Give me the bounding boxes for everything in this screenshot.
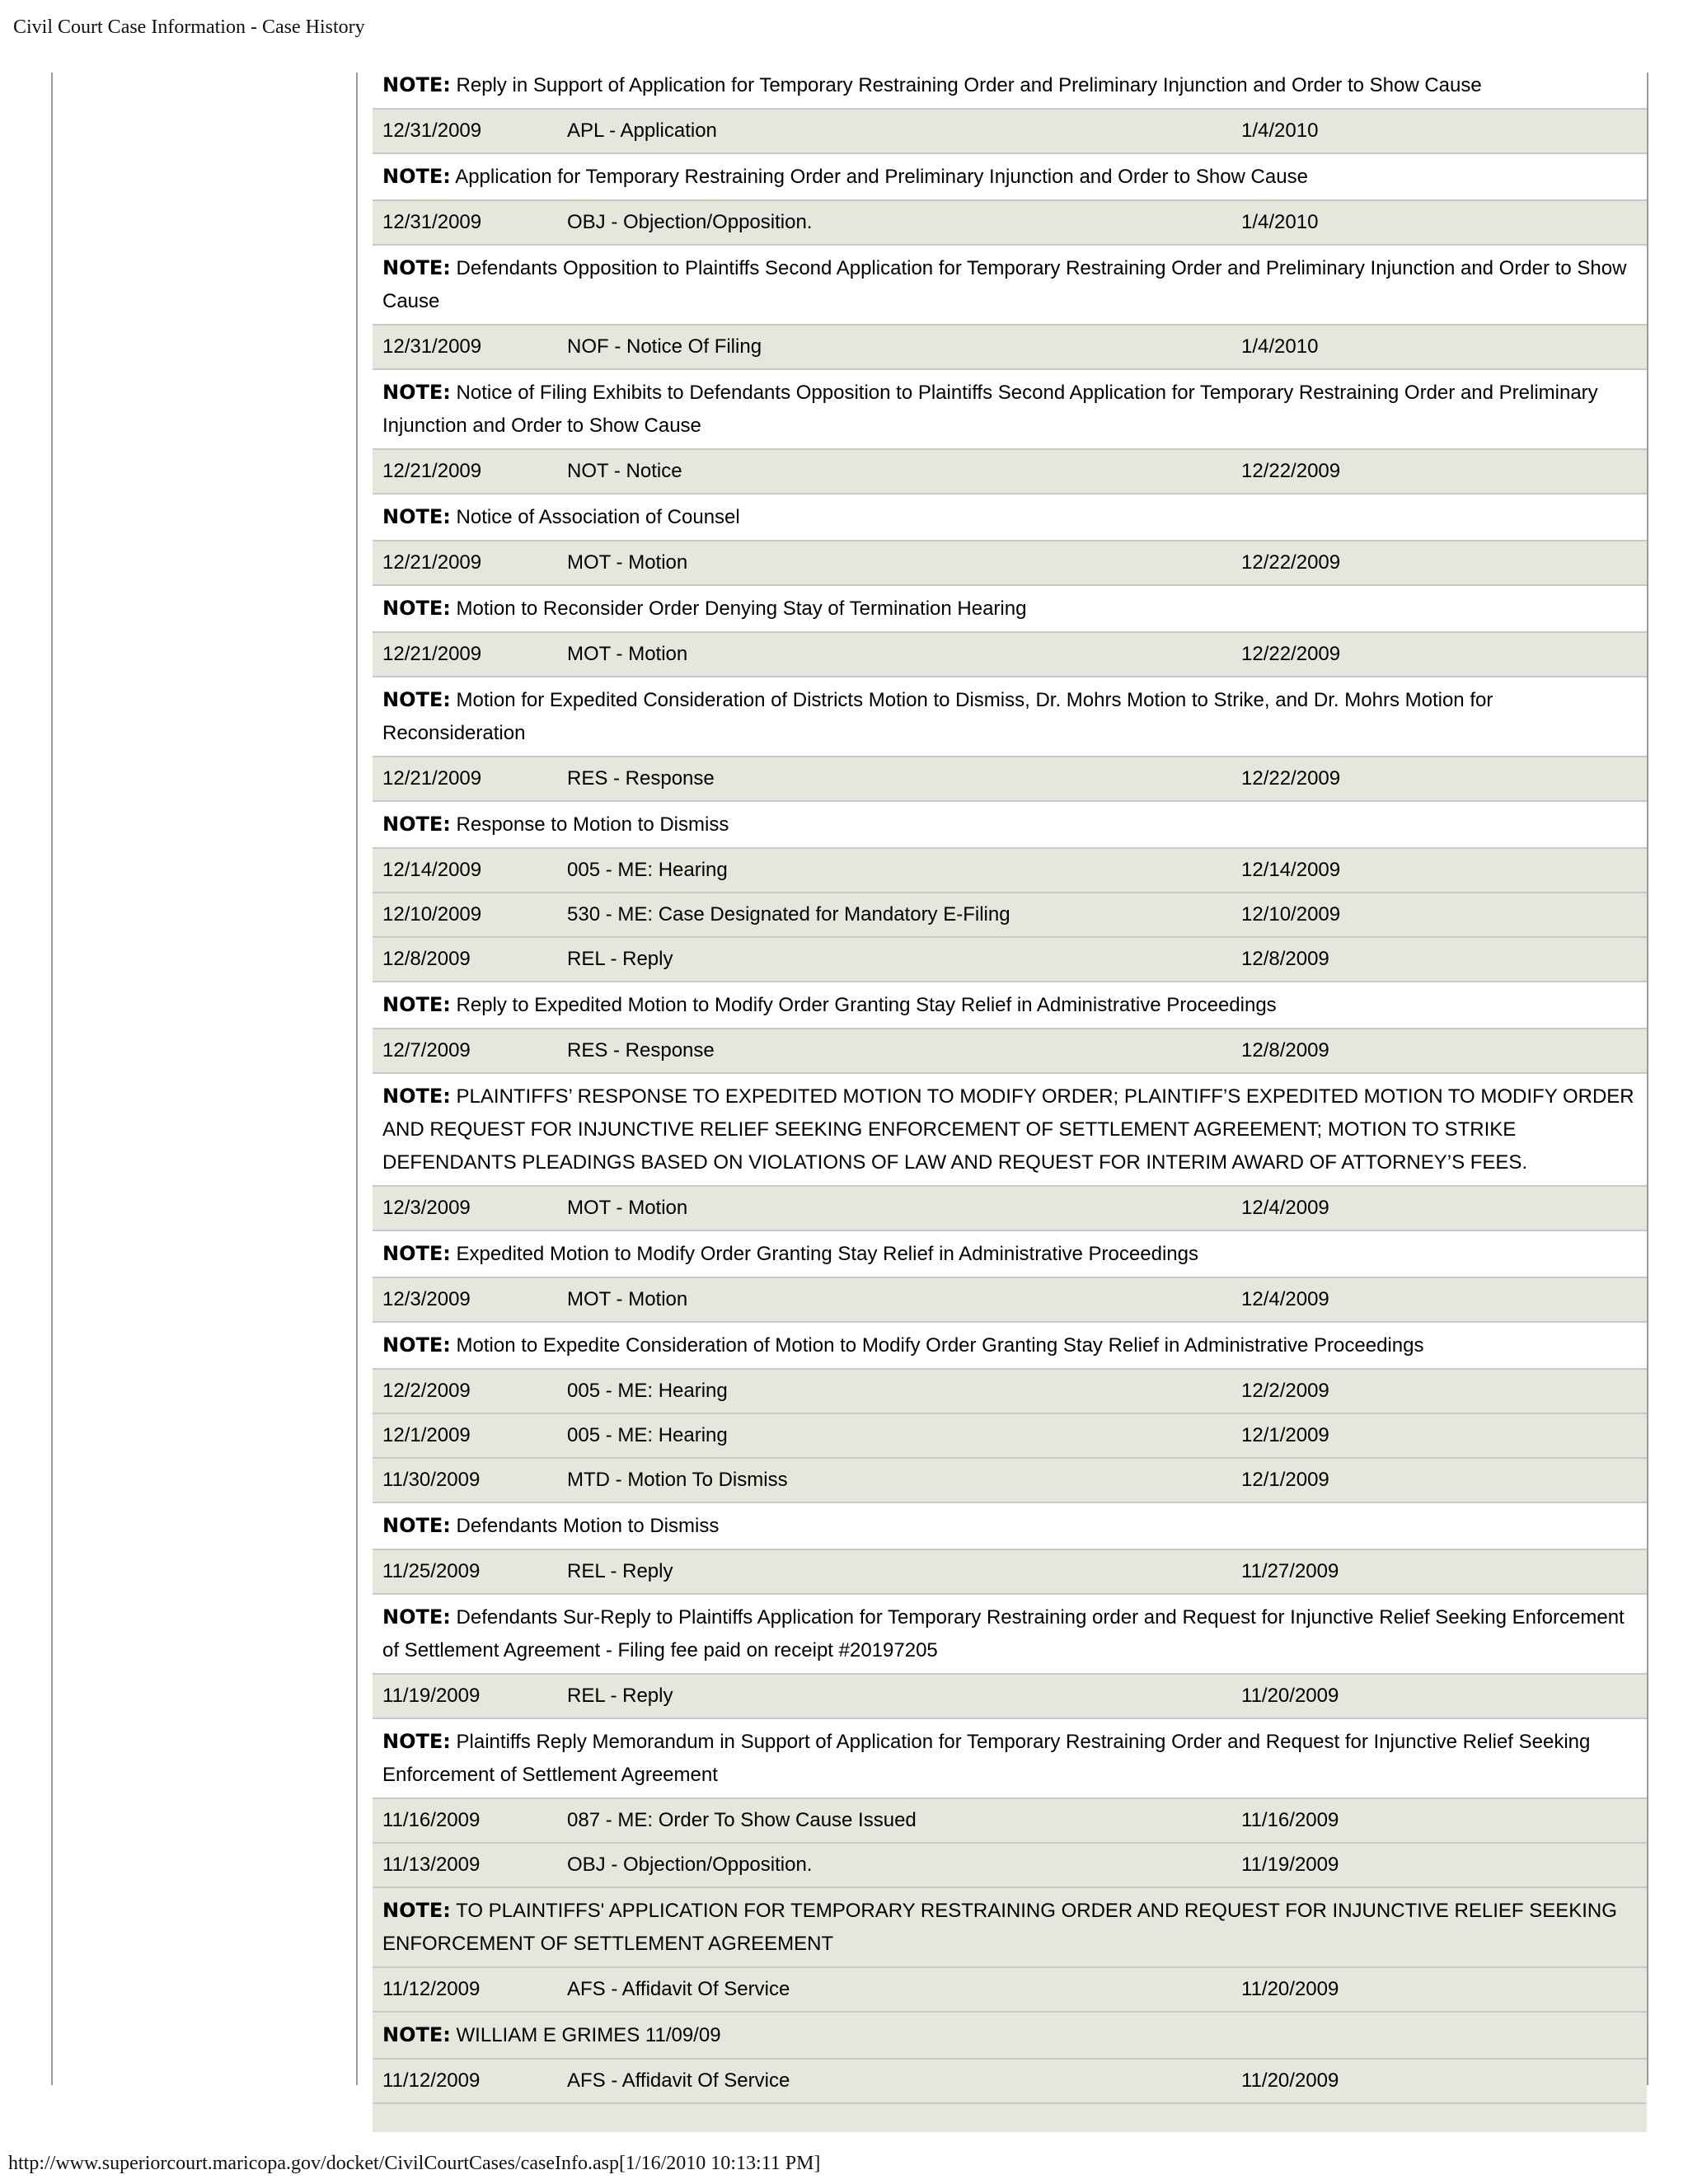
entry-filed-date: 12/10/2009 (1241, 903, 1341, 926)
entry-date: 12/31/2009 (382, 211, 482, 233)
entry-filed-date: 12/14/2009 (1241, 859, 1341, 881)
note-text: Reply in Support of Application for Temporary Restraining Order and Preliminary Injunction and Order to Show Cause (456, 74, 1482, 96)
entry-date: 12/3/2009 (382, 1288, 471, 1310)
entry-date: 12/7/2009 (382, 1039, 471, 1062)
note-row (373, 370, 1647, 450)
entry-date: 11/13/2009 (382, 1854, 481, 1876)
entry-filed-date: 1/4/2010 (1241, 211, 1319, 233)
note-label: NOTE: (382, 813, 451, 836)
entry-filed-date: 12/2/2009 (1241, 1380, 1329, 1402)
note-label: NOTE: (382, 597, 451, 620)
left-border-line (51, 73, 53, 2085)
note-label: NOTE: (382, 381, 451, 404)
entry-document: OBJ - Objection/Opposition. (567, 211, 813, 233)
table-row (373, 201, 1647, 246)
entry-filed-date: 11/16/2009 (1241, 1809, 1339, 1831)
note-label: NOTE: (382, 1730, 451, 1753)
entry-document: MTD - Motion To Dismiss (567, 1469, 788, 1491)
entry-document: MOT - Motion (567, 1288, 688, 1310)
entry-filed-date: 12/1/2009 (1241, 1469, 1329, 1491)
table-row (373, 1370, 1647, 1414)
entry-date: 11/16/2009 (382, 1809, 481, 1831)
note-label: NOTE: (382, 1085, 451, 1108)
entry-filed-date: 1/4/2010 (1241, 335, 1319, 358)
entry-filed-date: 12/4/2009 (1241, 1288, 1329, 1310)
entry-date: 12/21/2009 (382, 767, 482, 790)
note-row (373, 1503, 1647, 1550)
table-row (373, 1675, 1647, 1719)
note-row (373, 2013, 1647, 2060)
note-text: WILLIAM E GRIMES 11/09/09 (456, 2024, 721, 2046)
entry-filed-date: 1/4/2010 (1241, 120, 1319, 142)
note-label: NOTE: (382, 1899, 451, 1922)
entry-document: RES - Response (567, 767, 715, 790)
note-text: TO PLAINTIFFS' APPLICATION FOR TEMPORARY RESTRAINING ORDER AND REQUEST FOR INJUNCTIVE RELIEF SEEKING ENFORCEMENT OF SETTLEMENT AGREEMENT (382, 1900, 1617, 1955)
entry-date: 11/25/2009 (382, 1560, 481, 1582)
note-text: Motion to Expedite Consideration of Motion to Modify Order Granting Stay Relief in Administrative Proceedings (456, 1334, 1424, 1357)
note-text: Notice of Filing Exhibits to Defendants Opposition to Plaintiffs Second Application for Temporary Restraining Order and Preliminary Injunction and Order to Show Cause (382, 382, 1598, 437)
entry-document: APL - Application (567, 120, 717, 142)
note-label: NOTE: (382, 688, 451, 711)
entry-filed-date: 12/22/2009 (1241, 643, 1341, 665)
note-row (373, 982, 1647, 1029)
table-row (373, 1799, 1647, 1844)
table-row (373, 757, 1647, 802)
note-label: NOTE: (382, 1242, 451, 1265)
entry-filed-date: 11/20/2009 (1241, 2069, 1339, 2092)
note-text: Motion for Expedited Consideration of Districts Motion to Dismiss, Dr. Mohrs Motion to Strike, and Dr. Mohrs Motion for Reconsideration (382, 689, 1493, 744)
table-row (373, 938, 1647, 982)
note-row (373, 1719, 1647, 1799)
note-row (373, 1595, 1647, 1675)
note-text: Plaintiffs Reply Memorandum in Support of Application for Temporary Restraining Order and Request for Injunctive Relief Seeking Enforcement of Settlement Agreement (382, 1731, 1591, 1786)
note-label: NOTE: (382, 1333, 451, 1357)
entry-filed-date: 12/4/2009 (1241, 1197, 1329, 1219)
entry-date: 12/2/2009 (382, 1380, 471, 1402)
entry-document: AFS - Affidavit Of Service (567, 2069, 790, 2092)
entry-document: MOT - Motion (567, 551, 688, 574)
entry-filed-date: 11/20/2009 (1241, 1978, 1339, 2000)
note-text: Response to Motion to Dismiss (456, 813, 729, 836)
table-row (373, 1187, 1647, 1231)
note-row (373, 802, 1647, 849)
note-text: Defendants Opposition to Plaintiffs Second Application for Temporary Restraining Order and Preliminary Injunction and Order to Show Cause (382, 257, 1627, 312)
entry-date: 12/21/2009 (382, 460, 482, 482)
note-text: Reply to Expedited Motion to Modify Order Granting Stay Relief in Administrative Proceedings (456, 994, 1277, 1016)
note-text: PLAINTIFFS’ RESPONSE TO EXPEDITED MOTION TO MODIFY ORDER; PLAINTIFF’S EXPEDITED MOTION TO MODIFY ORDER AND REQUEST FOR INJUNCTIVE RELIEF SEEKING ENFORCEMENT OF SETTLEMENT AGREEMENT; MOTION TO STRIKE DEFENDANTS PLEADINGS BASED ON VIOLATIONS OF LAW AND REQUEST FOR INTERIM AWARD OF ATTORNEY’S FEES. (382, 1085, 1634, 1174)
note-label: NOTE: (382, 73, 451, 96)
entry-document: REL - Reply (567, 948, 673, 970)
entry-date: 12/10/2009 (382, 903, 482, 926)
entry-document: 005 - ME: Hearing (567, 1380, 728, 1402)
entry-document: MOT - Motion (567, 1197, 688, 1219)
note-row (373, 677, 1647, 757)
entry-filed-date: 12/22/2009 (1241, 551, 1341, 574)
entry-document: NOF - Notice Of Filing (567, 335, 762, 358)
note-row (373, 1323, 1647, 1370)
entry-filed-date: 11/20/2009 (1241, 1685, 1339, 1707)
entry-date: 12/14/2009 (382, 859, 482, 881)
note-row (373, 1231, 1647, 1278)
table-row (373, 849, 1647, 893)
note-text: Notice of Association of Counsel (456, 506, 740, 528)
entry-date: 12/3/2009 (382, 1197, 471, 1219)
table-row (373, 1550, 1647, 1595)
entry-date: 11/12/2009 (382, 1978, 481, 2000)
print-footer-url: http://www.superiorcourt.maricopa.gov/docket/CivilCourtCases/caseInfo.asp[1/16/2010 10:13:11 PM] (8, 2153, 821, 2174)
entry-date: 12/8/2009 (382, 948, 471, 970)
table-row (373, 1968, 1647, 2013)
entry-document: 005 - ME: Hearing (567, 1424, 728, 1446)
entry-filed-date: 12/22/2009 (1241, 767, 1341, 790)
entry-document: 530 - ME: Case Designated for Mandatory E-Filing (567, 903, 1010, 926)
entry-date: 12/31/2009 (382, 120, 482, 142)
table-row (373, 2060, 1647, 2104)
table-row (373, 450, 1647, 494)
note-label: NOTE: (382, 1605, 451, 1629)
entry-date: 11/30/2009 (382, 1469, 481, 1491)
entry-filed-date: 11/19/2009 (1241, 1854, 1339, 1876)
entry-date: 11/19/2009 (382, 1685, 481, 1707)
entry-document: 005 - ME: Hearing (567, 859, 728, 881)
table-row (373, 326, 1647, 370)
table-row (373, 541, 1647, 586)
table-row (373, 1278, 1647, 1323)
note-text: Motion to Reconsider Order Denying Stay of Termination Hearing (456, 598, 1027, 620)
table-row (373, 1414, 1647, 1459)
note-row (373, 246, 1647, 326)
note-row (373, 1074, 1647, 1187)
note-row (373, 63, 1647, 110)
print-header-title: Civil Court Case Information - Case History (13, 16, 365, 38)
note-row (373, 494, 1647, 541)
case-history-table (373, 63, 1647, 2132)
note-label: NOTE: (382, 2023, 451, 2046)
entry-date: 12/1/2009 (382, 1424, 471, 1446)
table-row (373, 1459, 1647, 1503)
entry-document: RES - Response (567, 1039, 715, 1062)
entry-document: AFS - Affidavit Of Service (567, 1978, 790, 2000)
note-text: Application for Temporary Restraining Order and Preliminary Injunction and Order to Show Cause (455, 166, 1308, 188)
entry-filed-date: 12/22/2009 (1241, 460, 1341, 482)
entry-date: 11/12/2009 (382, 2069, 481, 2092)
note-label: NOTE: (382, 505, 451, 528)
entry-document: NOT - Notice (567, 460, 682, 482)
table-row (373, 1844, 1647, 1888)
note-row (373, 154, 1647, 201)
note-label: NOTE: (382, 256, 451, 279)
table-row (373, 110, 1647, 154)
entry-date: 12/21/2009 (382, 551, 482, 574)
note-label: NOTE: (382, 993, 451, 1016)
note-label: NOTE: (382, 1514, 451, 1537)
table-row (373, 893, 1647, 938)
entry-document: REL - Reply (567, 1560, 673, 1582)
table-row (373, 1029, 1647, 1074)
entry-filed-date: 12/8/2009 (1241, 1039, 1329, 1062)
table-row-partial (373, 2104, 1647, 2132)
entry-filed-date: 12/8/2009 (1241, 948, 1329, 970)
table-row (373, 633, 1647, 677)
entry-document: MOT - Motion (567, 643, 688, 665)
entry-date: 12/31/2009 (382, 335, 482, 358)
entry-document: OBJ - Objection/Opposition. (567, 1854, 813, 1876)
note-text: Defendants Sur-Reply to Plaintiffs Application for Temporary Restraining order and Request for Injunctive Relief Seeking Enforcement of Settlement Agreement - Filing fee paid on receipt #20197205 (382, 1606, 1625, 1661)
note-text: Expedited Motion to Modify Order Granting Stay Relief in Administrative Proceedings (456, 1243, 1198, 1265)
note-label: NOTE: (382, 165, 451, 188)
entry-document: REL - Reply (567, 1685, 673, 1707)
note-row (373, 1888, 1647, 1968)
entry-date: 12/21/2009 (382, 643, 482, 665)
note-text: Defendants Motion to Dismiss (456, 1515, 720, 1537)
entry-filed-date: 11/27/2009 (1241, 1560, 1339, 1582)
entry-filed-date: 12/1/2009 (1241, 1424, 1329, 1446)
note-row (373, 586, 1647, 633)
content-left-border-line (356, 73, 358, 2085)
entry-document: 087 - ME: Order To Show Cause Issued (567, 1809, 917, 1831)
right-border-line (1647, 73, 1648, 2085)
